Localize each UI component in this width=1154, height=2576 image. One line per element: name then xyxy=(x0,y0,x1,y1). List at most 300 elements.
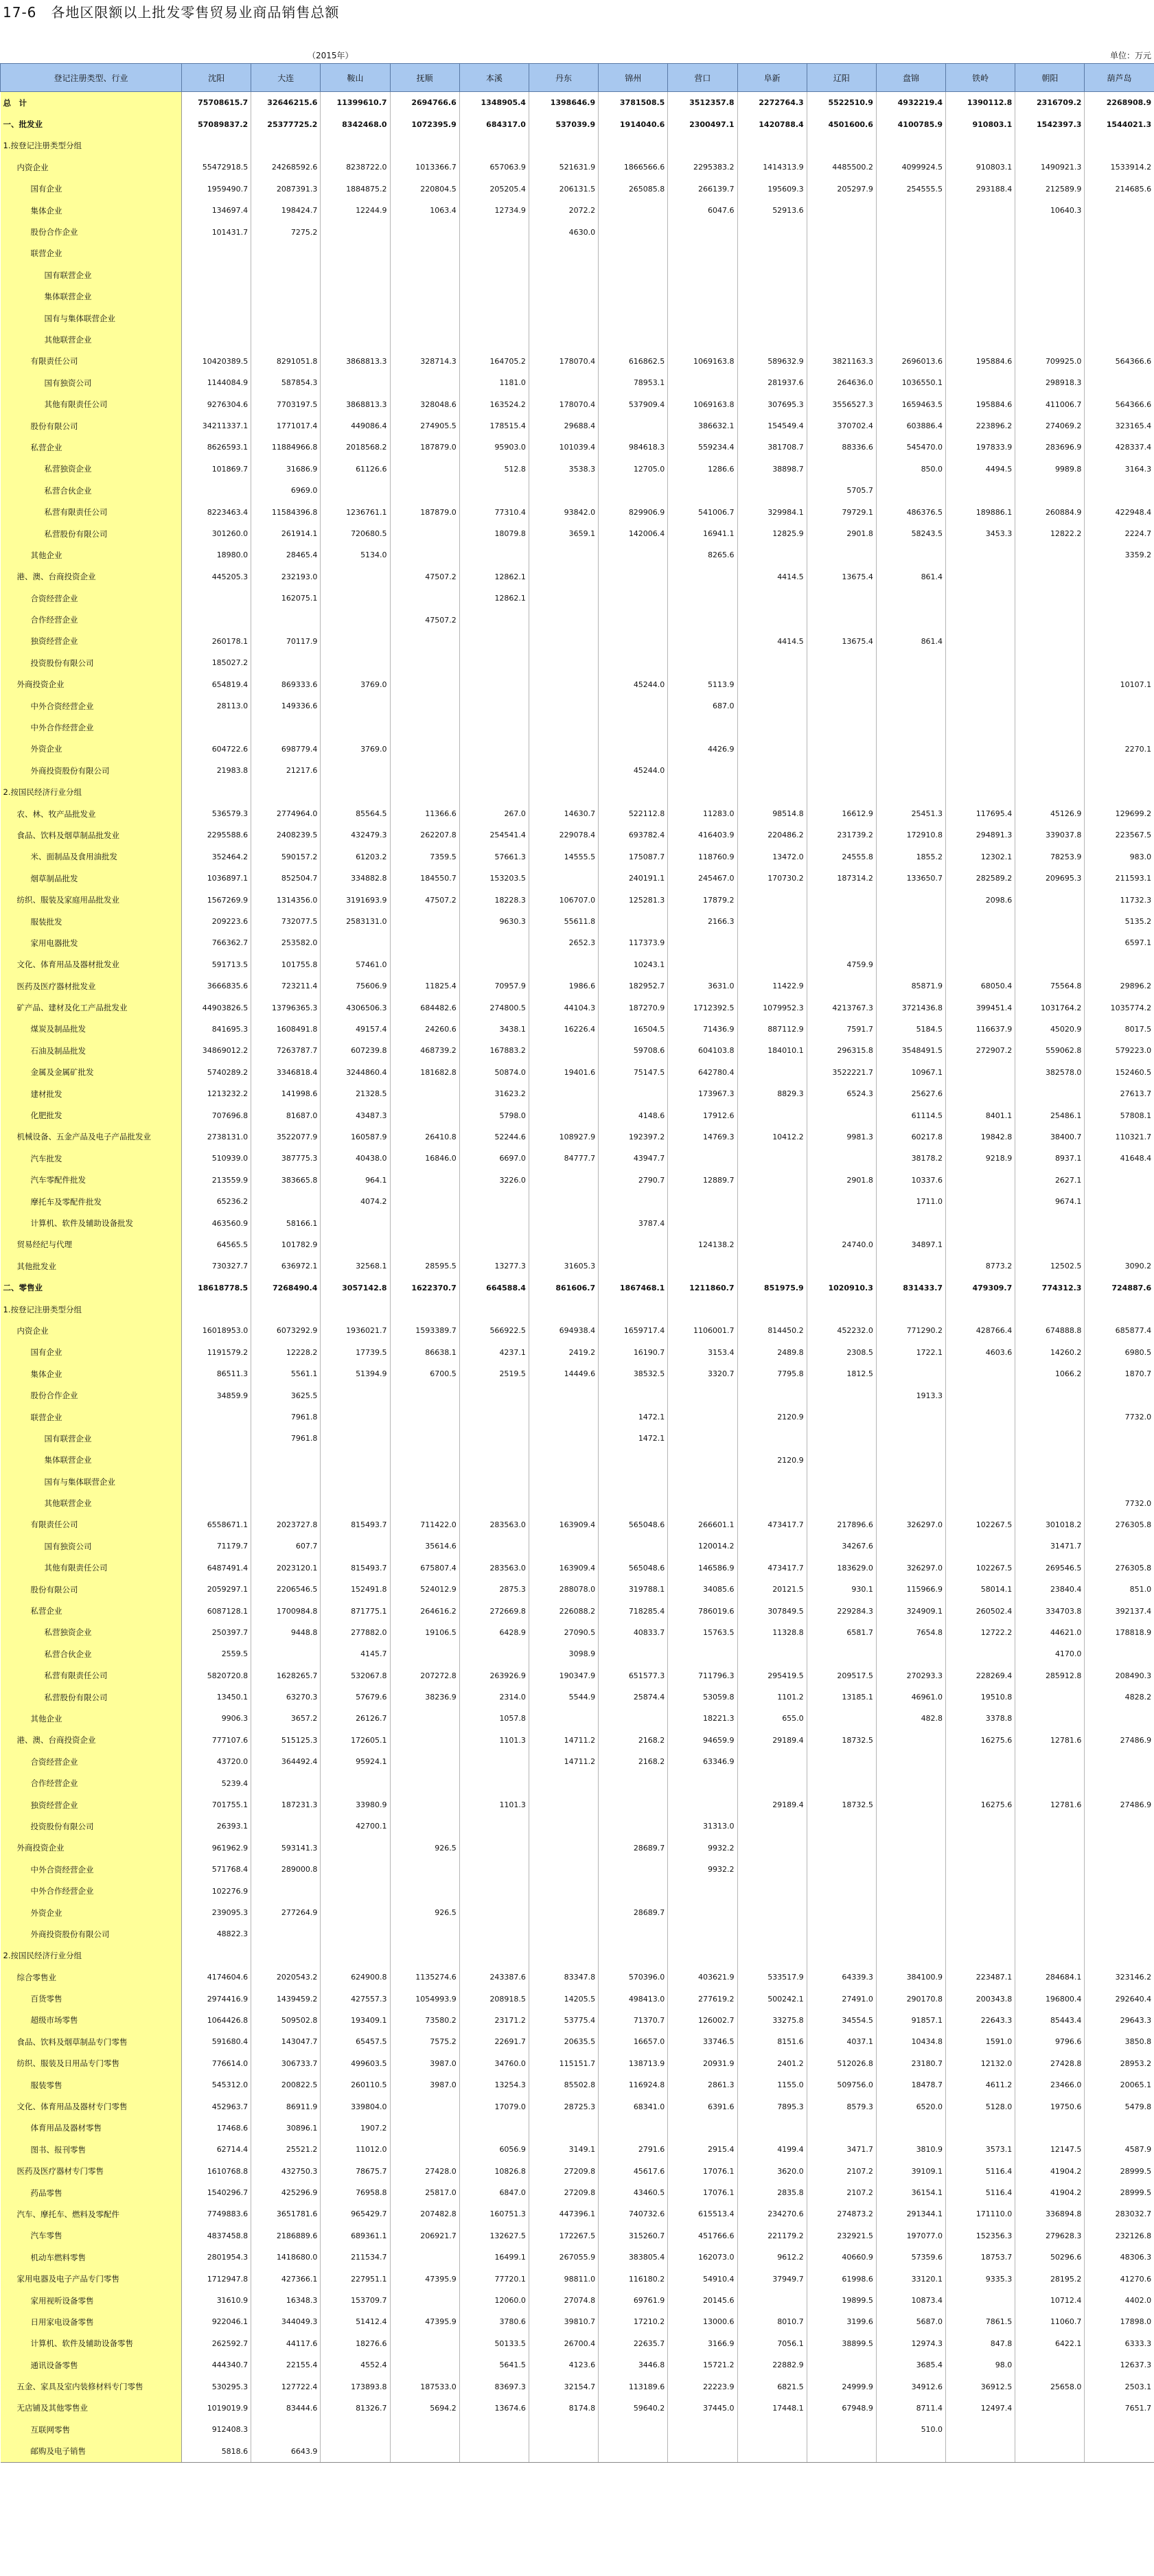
table-row xyxy=(1,1384,1154,1406)
table-cell xyxy=(1085,1751,1154,1772)
table-cell xyxy=(321,1923,390,1945)
table-cell xyxy=(876,221,945,242)
table-cell: 912408.3 xyxy=(182,2419,251,2440)
table-cell: 25486.1 xyxy=(1015,1104,1085,1126)
table-cell xyxy=(321,1406,390,1428)
table-cell: 91857.1 xyxy=(876,2010,945,2031)
table-cell: 10337.6 xyxy=(876,1170,945,1191)
table-cell xyxy=(321,932,390,953)
table-cell: 101431.7 xyxy=(182,221,251,242)
table-row xyxy=(1,1837,1154,1859)
table-cell: 254555.5 xyxy=(876,178,945,200)
table-cell: 260502.4 xyxy=(946,1600,1015,1621)
table-cell: 77310.4 xyxy=(459,501,529,522)
table-cell: 12705.0 xyxy=(599,459,668,480)
table-cell: 48822.3 xyxy=(182,1923,251,1945)
table-cell: 3090.2 xyxy=(1085,1255,1154,1277)
table-cell xyxy=(946,1535,1015,1557)
table-cell: 2835.8 xyxy=(737,2182,807,2203)
table-cell xyxy=(390,2441,459,2463)
table-cell: 54910.4 xyxy=(668,2268,737,2289)
table-body xyxy=(1,92,1154,2463)
table-cell: 8174.8 xyxy=(529,2398,598,2419)
table-cell: 861.4 xyxy=(876,566,945,588)
table-cell: 45244.0 xyxy=(599,760,668,781)
table-cell: 16190.7 xyxy=(599,1342,668,1363)
table-cell xyxy=(668,1299,737,1320)
table-cell xyxy=(459,1212,529,1233)
table-cell xyxy=(1015,2398,1085,2419)
row-label: 合资经营企业 xyxy=(1,1751,182,1772)
table-cell xyxy=(876,2117,945,2139)
table-cell: 910803.1 xyxy=(946,113,1015,135)
table-cell xyxy=(529,1234,598,1255)
table-cell xyxy=(182,480,251,501)
table-cell xyxy=(946,480,1015,501)
table-cell xyxy=(390,1815,459,1837)
table-cell: 851.0 xyxy=(1085,1579,1154,1600)
table-cell: 1213232.2 xyxy=(182,1083,251,1104)
table-cell xyxy=(390,1104,459,1126)
table-cell: 6422.1 xyxy=(1015,2333,1085,2354)
table-cell: 262207.8 xyxy=(390,824,459,846)
table-cell: 28195.2 xyxy=(1015,2268,1085,2289)
table-cell: 537039.9 xyxy=(529,113,598,135)
table-cell: 352464.2 xyxy=(182,846,251,868)
table-row xyxy=(1,2247,1154,2268)
table-cell xyxy=(668,1148,737,1169)
table-cell: 926.5 xyxy=(390,1902,459,1923)
table-cell xyxy=(390,631,459,652)
table-row xyxy=(1,674,1154,695)
table-cell xyxy=(668,1471,737,1492)
table-cell xyxy=(599,717,668,738)
table-cell xyxy=(737,1837,807,1859)
row-label: 百货零售 xyxy=(1,1988,182,2009)
table-cell xyxy=(668,1492,737,1513)
table-cell xyxy=(529,1471,598,1492)
table-cell xyxy=(529,717,598,738)
table-cell: 98811.0 xyxy=(529,2268,598,2289)
table-cell: 1063.4 xyxy=(390,200,459,221)
table-cell xyxy=(599,2419,668,2440)
table-cell xyxy=(807,1708,876,1729)
table-row xyxy=(1,1428,1154,1449)
table-cell: 2098.6 xyxy=(946,889,1015,910)
table-cell xyxy=(182,329,251,350)
table-cell xyxy=(529,243,598,264)
table-cell: 13000.6 xyxy=(668,2311,737,2332)
table-cell: 887112.9 xyxy=(737,1019,807,1040)
table-cell xyxy=(529,1384,598,1406)
table-row xyxy=(1,264,1154,286)
table-cell: 12822.2 xyxy=(1015,523,1085,544)
table-cell xyxy=(876,717,945,738)
table-cell: 40438.0 xyxy=(321,1148,390,1169)
table-row xyxy=(1,2161,1154,2182)
table-cell: 276305.8 xyxy=(1085,1557,1154,1579)
table-cell: 2272764.3 xyxy=(737,92,807,114)
table-cell xyxy=(321,1945,390,1966)
table-cell xyxy=(1085,1170,1154,1191)
table-cell xyxy=(807,329,876,350)
table-cell xyxy=(321,480,390,501)
table-cell: 1628265.7 xyxy=(251,1665,321,1686)
table-cell: 8773.2 xyxy=(946,1255,1015,1277)
table-cell xyxy=(946,2290,1015,2311)
table-cell xyxy=(946,1083,1015,1104)
table-row xyxy=(1,631,1154,652)
table-cell: 545312.0 xyxy=(182,2074,251,2096)
table-cell xyxy=(459,782,529,803)
table-cell: 178818.9 xyxy=(1085,1622,1154,1643)
table-cell xyxy=(251,264,321,286)
table-cell xyxy=(599,1880,668,1901)
table-cell: 15721.2 xyxy=(668,2354,737,2376)
table-cell: 27486.9 xyxy=(1085,1794,1154,1815)
table-row xyxy=(1,1880,1154,1901)
table-cell xyxy=(251,1945,321,1966)
table-cell: 831433.7 xyxy=(876,1277,945,1298)
table-cell: 211534.7 xyxy=(321,2247,390,2268)
table-cell: 44104.3 xyxy=(529,997,598,1018)
table-cell: 83347.8 xyxy=(529,1966,598,1988)
table-cell: 3098.9 xyxy=(529,1643,598,1664)
table-cell: 16941.1 xyxy=(668,523,737,544)
table-cell: 11366.6 xyxy=(390,803,459,824)
row-label: 私营企业 xyxy=(1,437,182,458)
table-cell xyxy=(529,588,598,609)
table-cell: 399451.4 xyxy=(946,997,1015,1018)
table-cell xyxy=(1015,1450,1085,1471)
table-cell: 603886.4 xyxy=(876,415,945,437)
table-cell xyxy=(599,1772,668,1794)
table-cell xyxy=(946,221,1015,242)
table-cell: 35614.6 xyxy=(390,1535,459,1557)
table-cell xyxy=(599,739,668,760)
table-cell: 2023120.1 xyxy=(251,1557,321,1579)
table-row xyxy=(1,2398,1154,2419)
table-cell: 8937.1 xyxy=(1015,1148,1085,1169)
table-row xyxy=(1,2010,1154,2031)
table-cell: 422948.4 xyxy=(1085,501,1154,522)
table-row xyxy=(1,588,1154,609)
table-cell xyxy=(946,695,1015,717)
table-cell: 3620.0 xyxy=(737,2161,807,2182)
table-cell: 1913.3 xyxy=(876,1384,945,1406)
table-cell xyxy=(1015,1902,1085,1923)
table-cell: 33980.9 xyxy=(321,1794,390,1815)
table-cell: 14711.2 xyxy=(529,1730,598,1751)
table-cell xyxy=(390,2290,459,2311)
row-label: 建材批发 xyxy=(1,1083,182,1104)
table-cell: 133650.7 xyxy=(876,868,945,889)
table-cell: 2308.5 xyxy=(807,1342,876,1363)
table-cell: 274905.5 xyxy=(390,415,459,437)
table-cell: 1064426.8 xyxy=(182,2010,251,2031)
row-label: 国有独资公司 xyxy=(1,1535,182,1557)
table-row xyxy=(1,1514,1154,1535)
table-cell: 9989.8 xyxy=(1015,459,1085,480)
table-cell xyxy=(390,1083,459,1104)
table-cell: 23171.2 xyxy=(459,2010,529,2031)
table-cell xyxy=(599,1083,668,1104)
table-cell xyxy=(807,2354,876,2376)
table-cell: 27491.0 xyxy=(807,1988,876,2009)
table-cell: 428766.4 xyxy=(946,1320,1015,1341)
table-cell xyxy=(1085,1384,1154,1406)
table-cell xyxy=(876,2441,945,2463)
table-cell: 701755.1 xyxy=(182,1794,251,1815)
table-cell xyxy=(668,372,737,393)
table-cell xyxy=(1085,609,1154,630)
table-cell xyxy=(529,1450,598,1471)
table-cell: 323165.4 xyxy=(1085,415,1154,437)
table-cell: 1490921.3 xyxy=(1015,156,1085,178)
region-header: 丹东 xyxy=(529,64,598,92)
table-cell: 1867468.1 xyxy=(599,1277,668,1298)
row-label: 其他联营企业 xyxy=(1,1492,182,1513)
table-cell xyxy=(529,308,598,329)
table-cell: 3780.6 xyxy=(459,2311,529,2332)
row-label: 私营股份有限公司 xyxy=(1,523,182,544)
table-cell: 473417.7 xyxy=(737,1557,807,1579)
table-cell: 2023727.8 xyxy=(251,1514,321,1535)
table-cell: 7651.7 xyxy=(1085,2398,1154,2419)
table-row xyxy=(1,2031,1154,2052)
table-cell: 31610.9 xyxy=(182,2290,251,2311)
table-row xyxy=(1,1708,1154,1729)
table-row xyxy=(1,308,1154,329)
table-cell: 19842.8 xyxy=(946,1126,1015,1148)
table-row xyxy=(1,200,1154,221)
table-cell xyxy=(1085,1945,1154,1966)
table-cell: 689361.1 xyxy=(321,2225,390,2247)
table-cell: 315260.7 xyxy=(599,2225,668,2247)
table-cell: 14449.6 xyxy=(529,1363,598,1384)
table-cell xyxy=(807,243,876,264)
table-cell: 24268592.6 xyxy=(251,156,321,178)
table-cell: 6520.0 xyxy=(876,2096,945,2117)
table-cell xyxy=(737,221,807,242)
table-cell: 7263787.7 xyxy=(251,1040,321,1061)
table-cell xyxy=(1085,1234,1154,1255)
table-row xyxy=(1,1104,1154,1126)
table-cell xyxy=(737,480,807,501)
table-cell: 8626593.1 xyxy=(182,437,251,458)
table-cell: 498413.0 xyxy=(599,1988,668,2009)
table-cell xyxy=(599,135,668,156)
table-cell xyxy=(737,329,807,350)
table-cell xyxy=(459,1859,529,1880)
table-row xyxy=(1,782,1154,803)
table-cell xyxy=(807,695,876,717)
table-row xyxy=(1,2311,1154,2332)
table-cell xyxy=(876,1471,945,1492)
table-cell xyxy=(599,243,668,264)
table-row xyxy=(1,2139,1154,2160)
table-cell: 51394.9 xyxy=(321,1363,390,1384)
table-cell: 261914.1 xyxy=(251,523,321,544)
table-cell xyxy=(390,695,459,717)
table-cell xyxy=(459,286,529,308)
table-cell: 170730.2 xyxy=(737,868,807,889)
table-cell: 146586.9 xyxy=(668,1557,737,1579)
table-cell: 32568.1 xyxy=(321,1255,390,1277)
table-cell: 213559.9 xyxy=(182,1170,251,1191)
table-cell xyxy=(737,1191,807,1212)
table-cell: 694938.4 xyxy=(529,1320,598,1341)
table-cell xyxy=(599,480,668,501)
table-cell: 173893.8 xyxy=(321,2376,390,2397)
row-label: 2.按国民经济行业分组 xyxy=(1,782,182,803)
table-cell: 2627.1 xyxy=(1015,1170,1085,1191)
table-cell: 1711.0 xyxy=(876,1191,945,1212)
table-cell: 5116.4 xyxy=(946,2161,1015,2182)
table-cell: 5705.7 xyxy=(807,480,876,501)
table-row xyxy=(1,1815,1154,1837)
table-cell: 2408239.5 xyxy=(251,824,321,846)
table-cell xyxy=(668,308,737,329)
table-cell xyxy=(668,2117,737,2139)
table-cell: 272907.2 xyxy=(946,1040,1015,1061)
table-cell: 18980.0 xyxy=(182,544,251,566)
table-cell: 63346.9 xyxy=(668,1751,737,1772)
table-cell: 9906.3 xyxy=(182,1708,251,1729)
table-cell: 20635.5 xyxy=(529,2031,598,2052)
row-label: 农、林、牧产品批发业 xyxy=(1,803,182,824)
table-cell: 3556527.3 xyxy=(807,393,876,415)
table-cell: 86511.3 xyxy=(182,1363,251,1384)
table-cell xyxy=(668,1643,737,1664)
table-cell: 3244860.4 xyxy=(321,1062,390,1083)
table-cell: 85564.5 xyxy=(321,803,390,824)
table-cell xyxy=(182,1299,251,1320)
table-cell: 3810.9 xyxy=(876,2139,945,2160)
table-cell: 2974416.9 xyxy=(182,1988,251,2009)
table-cell xyxy=(1015,221,1085,242)
table-cell: 19510.8 xyxy=(946,1686,1015,1708)
table-cell: 61203.2 xyxy=(321,846,390,868)
table-cell: 570396.0 xyxy=(599,1966,668,1988)
row-label: 贸易经纪与代理 xyxy=(1,1234,182,1255)
table-cell xyxy=(321,717,390,738)
table-row xyxy=(1,156,1154,178)
table-cell: 6980.5 xyxy=(1085,1342,1154,1363)
table-cell xyxy=(390,1492,459,1513)
table-cell xyxy=(529,1708,598,1729)
table-cell: 718285.4 xyxy=(599,1600,668,1621)
table-cell: 27428.0 xyxy=(390,2161,459,2182)
table-cell: 593141.3 xyxy=(251,1837,321,1859)
table-cell: 17898.0 xyxy=(1085,2311,1154,2332)
table-cell: 532067.8 xyxy=(321,1665,390,1686)
table-cell: 4414.5 xyxy=(737,631,807,652)
table-cell xyxy=(737,1902,807,1923)
table-cell: 296315.8 xyxy=(807,1040,876,1061)
table-cell xyxy=(1015,717,1085,738)
table-cell: 20145.6 xyxy=(668,2290,737,2311)
table-cell: 102267.5 xyxy=(946,1557,1015,1579)
table-cell: 28113.0 xyxy=(182,695,251,717)
table-cell: 486376.5 xyxy=(876,501,945,522)
table-cell: 184550.7 xyxy=(390,868,459,889)
table-cell xyxy=(529,782,598,803)
table-cell xyxy=(529,652,598,673)
table-cell xyxy=(459,2419,529,2440)
table-cell xyxy=(946,308,1015,329)
table-row xyxy=(1,243,1154,264)
table-cell xyxy=(599,1492,668,1513)
table-cell xyxy=(529,868,598,889)
table-cell: 195884.6 xyxy=(946,351,1015,372)
table-cell xyxy=(251,609,321,630)
table-cell: 24999.9 xyxy=(807,2376,876,2397)
table-cell: 1540296.7 xyxy=(182,2182,251,2203)
table-cell: 208918.5 xyxy=(459,1988,529,2009)
table-cell xyxy=(599,631,668,652)
table-cell xyxy=(1085,1923,1154,1945)
table-cell: 14769.3 xyxy=(668,1126,737,1148)
table-cell: 1591.0 xyxy=(946,2031,1015,2052)
table-row xyxy=(1,523,1154,544)
table-cell: 49157.4 xyxy=(321,1019,390,1040)
table-cell: 5818.6 xyxy=(182,2441,251,2463)
table-cell xyxy=(807,1837,876,1859)
table-cell: 118760.9 xyxy=(668,846,737,868)
table-cell: 34912.6 xyxy=(876,2376,945,2397)
table-cell xyxy=(668,1191,737,1212)
table-cell: 289000.8 xyxy=(251,1859,321,1880)
table-cell xyxy=(807,1859,876,1880)
table-cell: 1181.0 xyxy=(459,372,529,393)
table-cell xyxy=(459,243,529,264)
table-cell: 2652.3 xyxy=(529,932,598,953)
table-cell: 50133.5 xyxy=(459,2333,529,2354)
table-cell xyxy=(251,717,321,738)
table-cell xyxy=(459,631,529,652)
table-cell: 223567.5 xyxy=(1085,824,1154,846)
table-cell xyxy=(390,1299,459,1320)
table-row xyxy=(1,286,1154,308)
table-cell: 101755.8 xyxy=(251,954,321,975)
table-cell xyxy=(1085,1299,1154,1320)
table-cell xyxy=(668,588,737,609)
table-cell: 16275.6 xyxy=(946,1794,1015,1815)
table-cell: 11732.3 xyxy=(1085,889,1154,910)
table-cell: 27090.5 xyxy=(529,1622,598,1643)
table-cell: 153709.7 xyxy=(321,2290,390,2311)
table-cell xyxy=(390,135,459,156)
table-cell: 5184.5 xyxy=(876,1019,945,1040)
row-label: 私营企业 xyxy=(1,1600,182,1621)
table-cell xyxy=(321,1471,390,1492)
table-cell xyxy=(737,308,807,329)
table-row xyxy=(1,135,1154,156)
table-cell: 12244.9 xyxy=(321,200,390,221)
table-cell: 10712.4 xyxy=(1015,2290,1085,2311)
table-cell: 604722.6 xyxy=(182,739,251,760)
table-cell: 1420788.4 xyxy=(737,113,807,135)
table-cell: 34897.1 xyxy=(876,1234,945,1255)
table-cell xyxy=(668,652,737,673)
table-cell: 34211337.1 xyxy=(182,415,251,437)
table-cell xyxy=(876,243,945,264)
table-cell: 3164.3 xyxy=(1085,459,1154,480)
table-cell: 7359.5 xyxy=(390,846,459,868)
table-cell xyxy=(946,566,1015,588)
row-label: 合资经营企业 xyxy=(1,588,182,609)
